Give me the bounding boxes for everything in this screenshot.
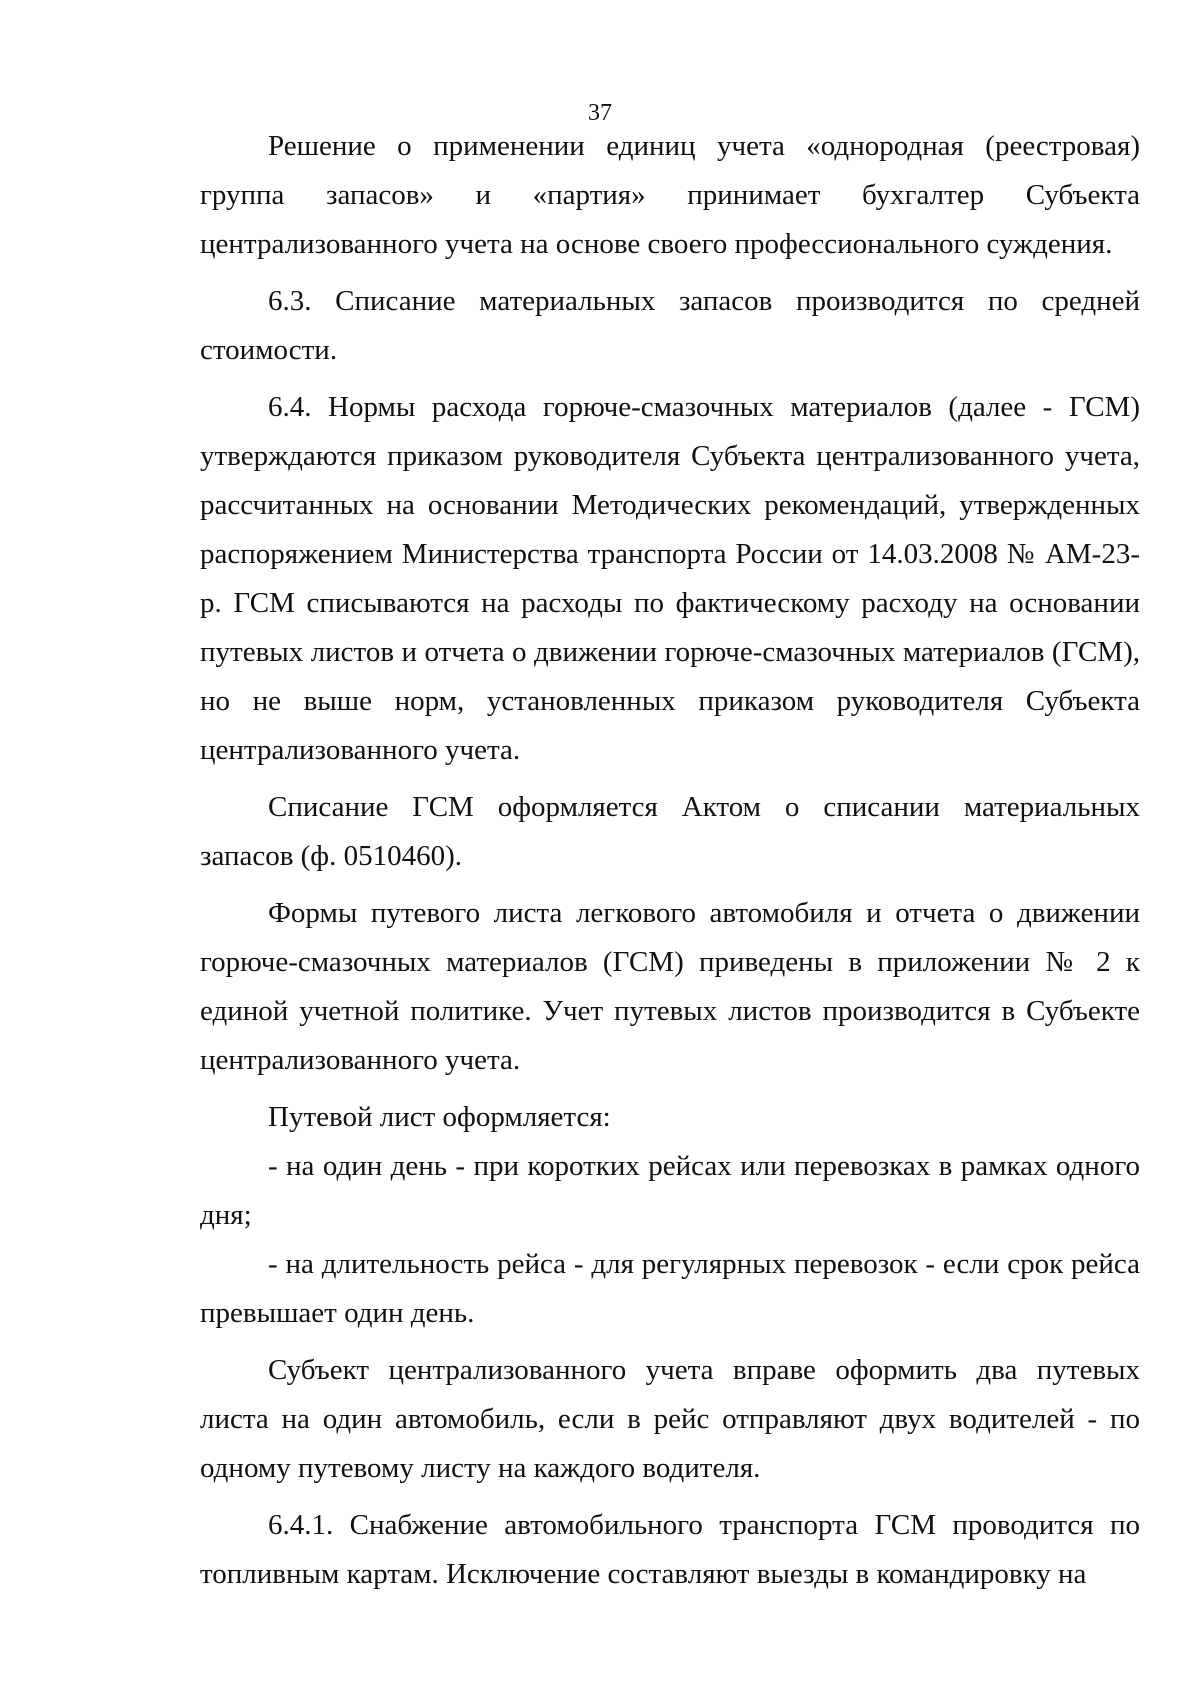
- paragraph-unit-decision: Решение о применении единиц учета «однородная (реестровая) группа запасов» и «партия» принимает бухгалтер Субъекта централизованного учета на основе своего профессионального суждения.: [200, 130, 1140, 260]
- paragraph-6-3: 6.3. Списание материальных запасов производится по средней стоимости.: [200, 285, 1140, 366]
- paragraph-waybill-forms: Формы путевого листа легкового автомобиля и отчета о движении горюче-смазочных материалов (ГСМ) приведены в приложении № 2 к единой учетной политике. Учет путевых листов производится в Субъекте централизованного учета.: [200, 897, 1140, 1076]
- page-number: 37: [588, 100, 612, 126]
- list-item-trip-duration: - на длительность рейса - для регулярных перевозок - если срок рейса превышает один день.: [200, 1248, 1140, 1329]
- paragraph-6-4: 6.4. Нормы расхода горюче-смазочных материалов (далее - ГСМ) утверждаются приказом руководителя Субъекта централизованного учета, рассчитанных на основании Методических рекомендаций, утвержденных распоряжением Министерства транспорта России от 14.03.2008 № АМ-23-р. ГСМ списываются на расходы по фактическому расходу на основании путевых листов и отчета о движении горюче-смазочных материалов (ГСМ), но не выше норм, установленных приказом руководителя Субъекта централизованного учета.: [200, 391, 1140, 766]
- paragraph-write-off-act: Списание ГСМ оформляется Актом о списании материальных запасов (ф. 0510460).: [200, 791, 1140, 872]
- paragraph-6-4-1: 6.4.1. Снабжение автомобильного транспорта ГСМ проводится по топливным картам. Исключение составляют выезды в командировку на: [200, 1509, 1140, 1590]
- paragraph-two-drivers: Субъект централизованного учета вправе оформить два путевых листа на один автомобиль, если в рейс отправляют двух водителей - по одному путевому листу на каждого водителя.: [200, 1354, 1140, 1484]
- list-item-one-day: - на один день - при коротких рейсах или перевозках в рамках одного дня;: [200, 1150, 1140, 1231]
- paragraph-waybill-intro: Путевой лист оформляется:: [268, 1101, 611, 1133]
- document-body: [200, 122, 1140, 1599]
